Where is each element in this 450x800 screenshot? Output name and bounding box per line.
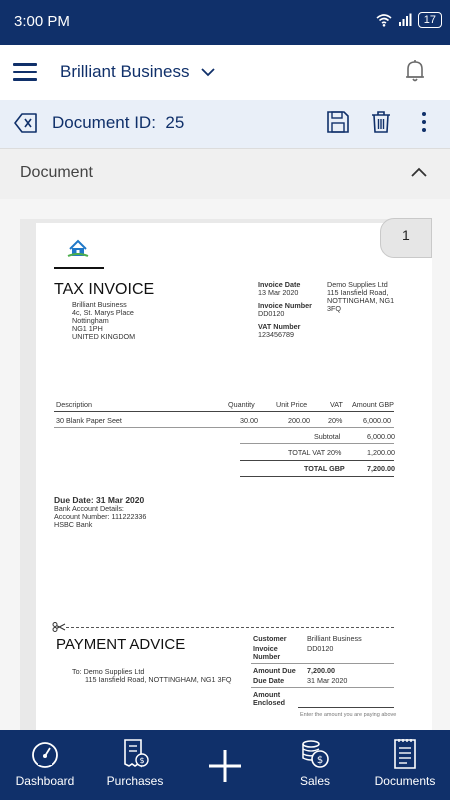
total-vat-rule (240, 460, 394, 461)
nav-documents[interactable] (360, 730, 450, 800)
nav-label: Documents (374, 774, 436, 788)
plus-icon (207, 748, 243, 784)
row-description: 30 Blank Paper Seet (56, 416, 122, 425)
vat-number-label: VAT Number (258, 322, 301, 331)
column-header: Unit Price (276, 400, 308, 409)
total-vat-value: 1,200.00 (367, 448, 395, 457)
chevron-down-icon[interactable] (200, 59, 216, 85)
save-icon[interactable] (326, 110, 350, 134)
status-time: 3:00 PM (14, 13, 70, 30)
from-line: Nottingham (72, 316, 109, 325)
supplier-line: Demo Supplies Ltd (327, 280, 388, 289)
document-toolbar (0, 100, 450, 148)
app-bar (0, 45, 450, 101)
nav-dashboard[interactable] (0, 730, 90, 800)
nav-add-button[interactable] (180, 730, 270, 800)
supplier-line: NOTTINGHAM, NG1 (327, 296, 395, 305)
page-number-badge: 1 (380, 218, 432, 258)
nav-sales[interactable] (270, 730, 360, 800)
column-header: Quantity (228, 400, 255, 409)
battery-icon: 17 (418, 12, 442, 28)
advice-to-line: To: Demo Supplies Ltd (72, 667, 145, 676)
advice-invoice-number: DD0120 (307, 644, 334, 653)
total-vat-label: TOTAL VAT 20% (288, 448, 342, 457)
coins-icon (299, 738, 331, 770)
nav-label: Purchases (106, 774, 164, 788)
invoice-title: TAX INVOICE (54, 281, 155, 298)
bank-line: Account Number: 111222336 (54, 512, 147, 521)
row-rule (54, 427, 394, 428)
bank-line: Bank Account Details: (54, 504, 124, 513)
table-header-rule (54, 411, 394, 412)
gauge-icon (30, 740, 60, 768)
supplier-line: 115 Iansfield Road, (327, 288, 389, 297)
document-section-header[interactable] (0, 148, 450, 200)
chevron-up-icon[interactable] (410, 165, 428, 179)
advice-rule (251, 687, 394, 688)
scissors-icon (52, 622, 66, 632)
column-header: Description (56, 400, 92, 409)
from-line: Brilliant Business (72, 300, 127, 309)
business-selector-label[interactable]: Brilliant Business (60, 62, 190, 81)
section-title: Document (20, 164, 93, 181)
advice-enclosed-label: Enclosed (253, 698, 285, 707)
bell-icon[interactable] (404, 59, 426, 83)
bottom-navigation (0, 730, 450, 800)
svg-text:$: $ (139, 756, 145, 765)
subtotal-value: 6,000.00 (367, 432, 395, 441)
due-date: Due Date: 31 Mar 2020 (54, 495, 145, 505)
advice-due-date: 31 Mar 2020 (307, 676, 348, 685)
more-options-icon[interactable] (414, 110, 434, 134)
receipt-icon (120, 738, 150, 770)
advice-amount-due-label: Amount Due (253, 666, 296, 675)
company-logo (66, 239, 90, 259)
document-icon (392, 738, 418, 770)
nav-label: Sales (299, 774, 331, 788)
advice-invoice-label: Number (253, 652, 281, 661)
invoice-number: DD0120 (258, 309, 285, 318)
document-viewer[interactable] (0, 199, 450, 730)
advice-customer-label: Customer (253, 634, 287, 643)
document-id-label: Document ID: 25 (52, 113, 185, 132)
from-line: 4c, St. Marys Place (72, 308, 134, 317)
row-amount: 6,000.00 (363, 416, 391, 425)
nav-label: Dashboard (15, 774, 75, 788)
invoice-date-label: Invoice Date (258, 280, 301, 289)
document-id-value: 25 (165, 113, 185, 132)
advice-enclosed-label: Amount (253, 690, 281, 699)
invoice-date: 13 Mar 2020 (258, 288, 299, 297)
subtotal-label: Subtotal (314, 432, 341, 441)
total-value: 7,200.00 (367, 464, 395, 473)
total-rule (240, 476, 394, 477)
advice-due-date-label: Due Date (253, 676, 285, 685)
trash-icon[interactable] (370, 110, 392, 134)
wifi-icon (376, 13, 392, 27)
row-unit-price: 200.00 (288, 416, 310, 425)
advice-enclosed-hint: Enter the amount you are paying above (300, 712, 397, 718)
total-label: TOTAL GBP (304, 464, 345, 473)
svg-text:$: $ (316, 755, 324, 766)
invoice-sheet (36, 223, 432, 763)
bank-line: HSBC Bank (54, 520, 93, 529)
from-line: UNITED KINGDOM (72, 332, 136, 341)
advice-invoice-label: Invoice (253, 644, 278, 653)
column-header: VAT (330, 400, 343, 409)
row-vat: 20% (328, 416, 343, 425)
status-bar (0, 0, 450, 45)
advice-to-line: 115 Iansfield Road, NOTTINGHAM, NG1 3FQ (85, 675, 232, 684)
advice-enclosed-rule (298, 707, 394, 708)
row-quantity: 30.00 (240, 416, 258, 425)
cut-line (66, 627, 394, 628)
column-header: Amount GBP (352, 400, 394, 409)
document-page (20, 219, 430, 759)
backspace-icon[interactable] (14, 112, 38, 134)
subtotal-rule (240, 443, 394, 444)
advice-customer: Brilliant Business (307, 634, 362, 643)
signal-icon (398, 13, 412, 27)
supplier-line: 3FQ (327, 304, 341, 313)
vat-number: 123456789 (258, 330, 294, 339)
advice-rule (251, 663, 394, 664)
menu-icon[interactable] (13, 63, 37, 81)
logo-underline (54, 267, 104, 269)
nav-purchases[interactable] (90, 730, 180, 800)
invoice-number-label: Invoice Number (258, 301, 312, 310)
payment-advice-title: PAYMENT ADVICE (56, 636, 186, 653)
from-line: NG1 1PH (72, 324, 103, 333)
advice-amount-due: 7,200.00 (307, 666, 335, 675)
